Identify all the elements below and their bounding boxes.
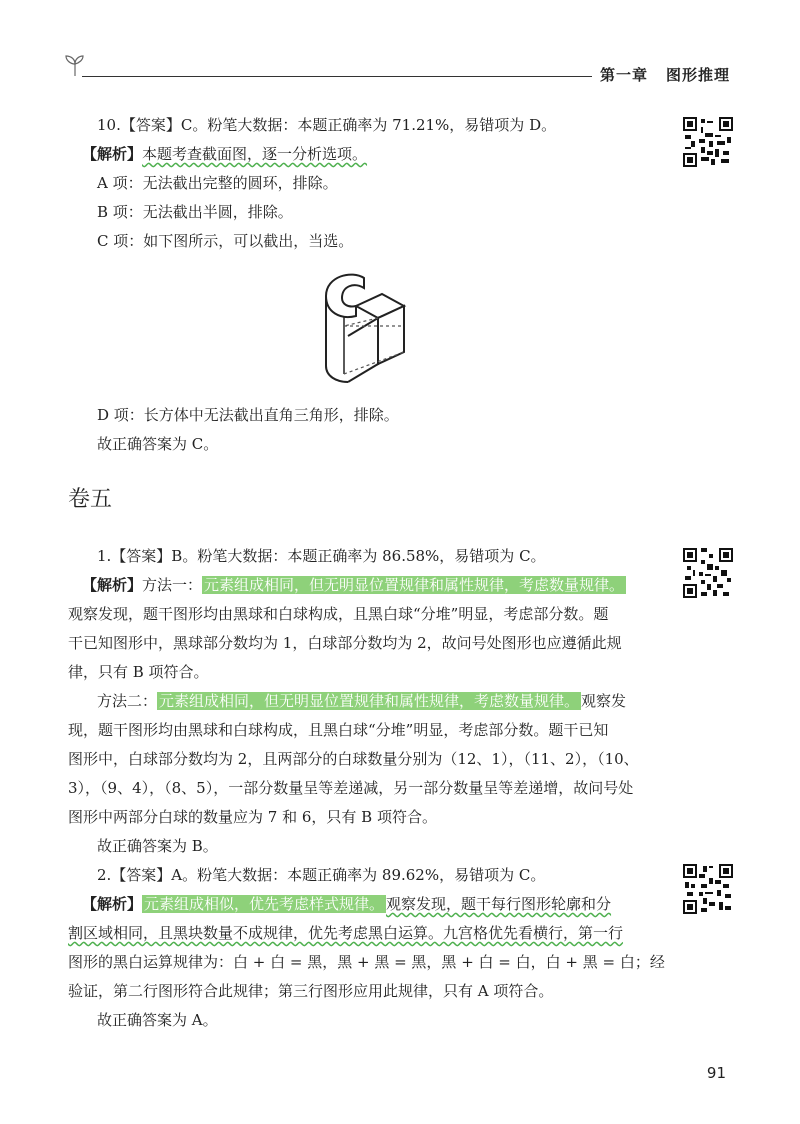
method-two-label: 方法二： xyxy=(97,692,158,710)
q1-text-line: 3），（9、4），（8、5），一部分数量呈等差递减，另一部分数量呈等差递增，故问号处 xyxy=(68,779,634,797)
q2-text-line xyxy=(68,923,623,943)
q1-text-line: 图形中两部分白球的数量应为 7 和 6，只有 B 项符合。 xyxy=(68,808,437,826)
chapter-title: 图形推理 xyxy=(665,66,730,84)
header-rule xyxy=(82,76,592,77)
qr-code-icon[interactable] xyxy=(683,117,733,167)
q1-text-line: 律，只有 B 项符合。 xyxy=(68,663,209,681)
q10-analysis xyxy=(82,144,367,164)
q2-text-line: 验证，第二行图形符合此规律；第三行图形应用此规律，只有 A 项符合。 xyxy=(68,982,554,1000)
q10-option-b: B 项：无法截出半圆，排除。 xyxy=(97,203,293,221)
q10-answer: 10.【答案】C。粉笔大数据：本题正确率为 71.21%，易错项为 D。 xyxy=(97,116,557,134)
method-one-label: 方法一： xyxy=(142,576,203,594)
chapter-number: 第一章 xyxy=(599,66,648,84)
analysis-tag: 【解析】 xyxy=(82,895,143,913)
highlight-text: 元素组成相同，但无明显位置规律和属性规律，考虑数量规律。 xyxy=(204,576,625,594)
analysis-tag: 【解析】 xyxy=(82,576,143,594)
qr-code-icon[interactable] xyxy=(683,548,733,598)
q1-text-line: 观察发现，题干图形均由黑球和白球构成，且黑白球“分堆”明显，考虑部分数。题 xyxy=(68,605,609,623)
q1-conclusion: 故正确答案为 B。 xyxy=(97,837,218,855)
q10-option-c: C 项：如下图所示，可以截出，当选。 xyxy=(97,232,354,250)
q10-option-d: D 项：长方体中无法截出直角三角形，排除。 xyxy=(97,406,399,424)
q2-conclusion: 故正确答案为 A。 xyxy=(97,1011,218,1029)
q1-text-line: 图形中，白球部分数均为 2，且两部分的白球数量分别为（12、1），（11、2），（10、 xyxy=(68,750,639,768)
q2-answer: 2.【答案】A。粉笔大数据：本题正确率为 89.62%，易错项为 C。 xyxy=(97,866,546,884)
q10-option-a: A 项：无法截出完整的圆环，排除。 xyxy=(97,174,338,192)
analysis-tag: 【解析】 xyxy=(82,145,143,163)
analysis-text: 观察发现，题干每行图形轮廓和分 xyxy=(386,895,612,913)
q1-text-line: 干已知图形中，黑球部分数均为 1，白球部分数均为 2，故问号处图形也应遵循此规 xyxy=(68,634,622,652)
section-title: 卷五 xyxy=(68,487,113,512)
q2-text-line: 图形的黑白运算规律为：白 + 白 = 黑，黑 + 黑 = 黑，黑 + 白 = 白，白 + 黑 = 白；经 xyxy=(68,953,665,971)
q1-text-line: 现，题干图形均由黑球和白球构成，且黑白球“分堆”明显，考虑部分数。题干已知 xyxy=(68,721,609,739)
chapter-heading xyxy=(600,64,730,85)
highlight-text: 元素组成相同，但无明显位置规律和属性规律，考虑数量规律。 xyxy=(159,692,580,710)
cross-section-figure xyxy=(312,266,422,386)
analysis-text: 本题考查截面图，逐一分析选项。 xyxy=(142,145,368,163)
highlight-text: 元素组成相似，优先考虑样式规律。 xyxy=(144,895,385,913)
page-number: 91 xyxy=(706,1064,726,1082)
analysis-text: 割区域相同，且黑块数量不成规律，优先考虑黑白运算。九宫格优先看横行，第一行 xyxy=(68,924,624,942)
method-two-text: 观察发 xyxy=(581,692,627,710)
q1-analysis xyxy=(82,575,626,595)
q1-method-two xyxy=(97,691,626,711)
qr-code-icon[interactable] xyxy=(683,864,733,914)
q2-analysis xyxy=(82,894,611,914)
q10-conclusion: 故正确答案为 C。 xyxy=(97,435,219,453)
q1-answer: 1.【答案】B。粉笔大数据：本题正确率为 86.58%，易错项为 C。 xyxy=(97,547,546,565)
